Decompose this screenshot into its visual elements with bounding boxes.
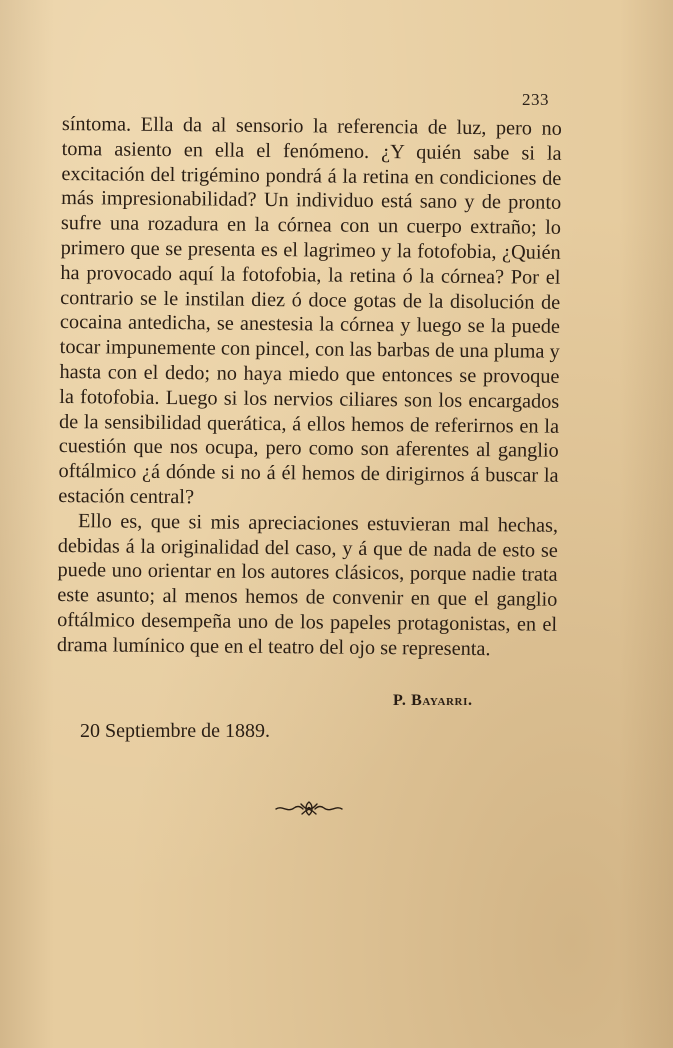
- author-signature: P. Bayarri.: [393, 692, 473, 709]
- page-number: 233: [522, 90, 549, 109]
- fleuron-icon: [274, 796, 344, 820]
- paragraph-continuation: síntoma. Ella da al sensorio la referencia de luz, pero no toma asiento en ella el fenómeno. ¿Y quién sabe si la excitación del trigémino pondrá á la retina en condiciones de más impresionabilidad? Un individuo está sano y de pronto sufre una rozadura en la córnea con un cuerpo extraño; lo primero que se presenta es el lagrimeo y la fotofobia, ¿Quién ha provocado aquí la fotofobia, la retina ó la córnea? Por el contrario se le instilan diez ó doce gotas de la disolución de cocaina antedicha, se anestesia la córnea y luego se la puede tocar impunemente con pincel, con las barbas de una pluma y hasta con el dedo; no haya miedo que entonces se provoque la fotofobia. Luego si los nervios ciliares son los encargados de la sensibilidad querática, á ellos hemos de referirnos en la cuestión que nos ocupa, pero como son aferentes al ganglio oftálmico ¿á dónde si no á él hemos de dirigirnos á buscar la estación central?: [58, 112, 562, 509]
- paragraph-conclusion: Ello es, que si mis apreciaciones estuvieran mal hechas, debidas á la originalidad del caso, y á que de nada de esto se puede uno orientar en los autores clásicos, porque nadie trata este asunto; al menos hemos de convenir en que el ganglio oftálmico desempeña uno de los papeles protagonistas, en el drama lumínico que en el teatro del ojo se representa.: [56, 509, 559, 660]
- body-text: [57, 112, 562, 662]
- dateline: 20 Septiembre de 1889.: [80, 720, 270, 742]
